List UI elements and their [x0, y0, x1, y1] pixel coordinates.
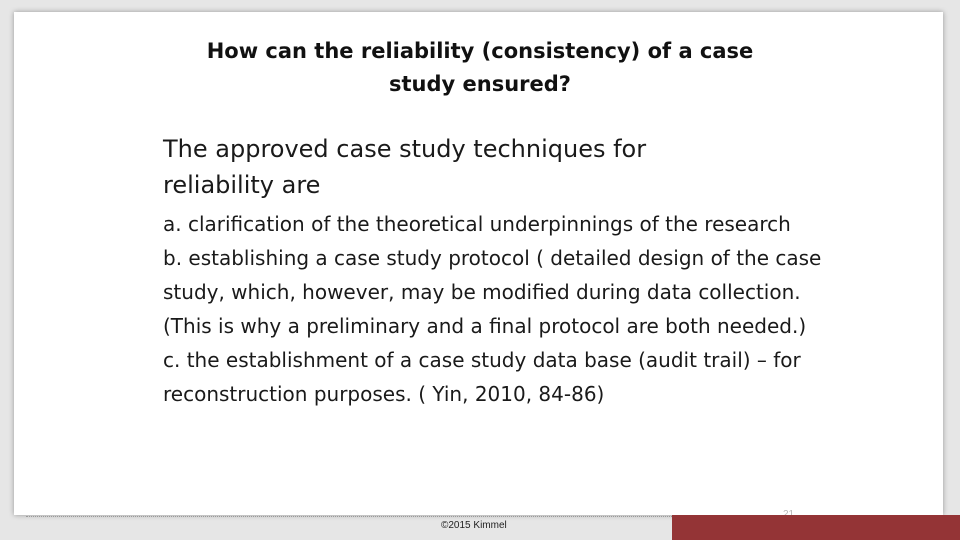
accent-bar — [672, 515, 960, 540]
intro-line-1: The approved case study techniques for — [163, 135, 647, 163]
list-item-c: c. the establishment of a case study data base (audit trail) – for reconstruction purposes. ( Yin, 2010, 84-86) — [163, 348, 801, 406]
slide-title-line-1: How can the reliability (consistency) of a case — [206, 39, 754, 63]
list-item-b: b. establishing a case study protocol ( detailed design of the case study, which, however, may be modified during data collection. (This is why a preliminary and a final protocol are both needed.) — [163, 246, 822, 338]
intro-line-2: reliability are — [163, 171, 321, 199]
copyright-text: ©2015 Kimmel — [441, 520, 507, 531]
slide-body — [163, 131, 823, 411]
intro-text — [163, 131, 823, 203]
slide-title-line-2: study ensured? — [389, 72, 571, 96]
list-item-a: a. clarification of the theoretical underpinnings of the research — [163, 212, 791, 236]
footer-divider — [26, 516, 686, 517]
slide-title — [0, 35, 960, 101]
